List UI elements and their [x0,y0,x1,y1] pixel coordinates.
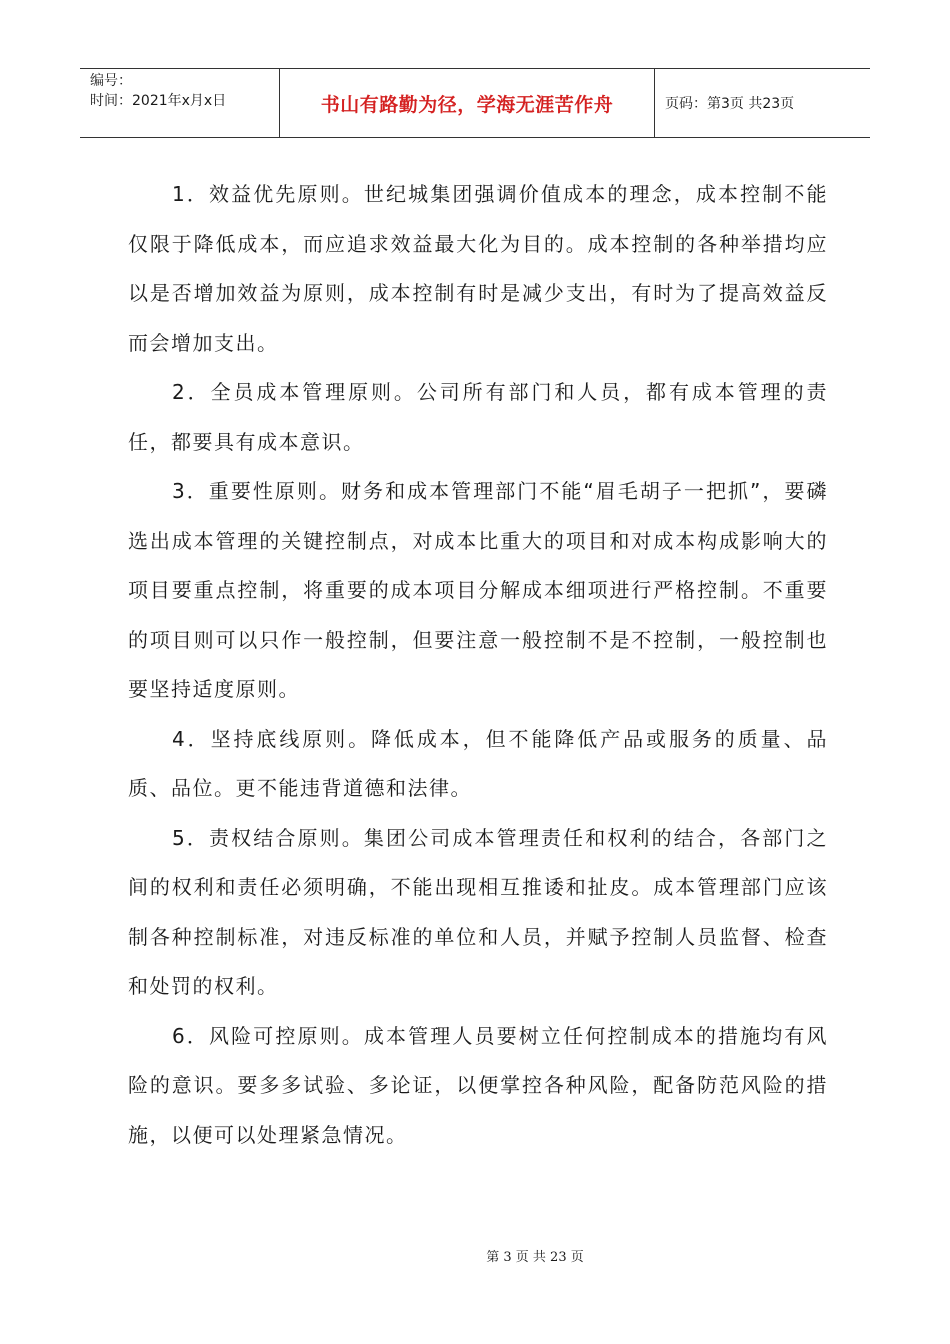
header-page-info: 页码：第3页 共23页 [665,96,795,112]
header-meta [80,69,280,137]
page-footer: 第 3 页 共 23 页 [486,1250,584,1265]
document-body [128,170,828,1160]
paragraph-3: 3．重要性原则。财务和成本管理部门不能“眉毛胡子一把抓”，要磷选出成本管理的关键控制点，对成本比重大的项目和对成本构成影响大的项目要重点控制，将重要的成本项目分解成本细项进行严格控制。不重要的项目则可以只作一般控制，但要注意一般控制不是不控制，一般控制也要坚持适度原则。 [128,479,828,701]
time-label: 时间：2021年x月x日 [90,93,227,109]
paragraph-2: 2．全员成本管理原则。公司所有部门和人员，都有成本管理的责任，都要具有成本意识。 [128,380,828,454]
header-motto: 书山有路勤为径，学海无涯苦作舟 [280,69,655,137]
code-label: 编号： [90,73,132,89]
paragraph-4: 4．坚持底线原则。降低成本，但不能降低产品或服务的质量、品质、品位。更不能违背道德和法律。 [128,726,828,800]
paragraph-1: 1．效益优先原则。世纪城集团强调价值成本的理念，成本控制不能仅限于降低成本，而应追求效益最大化为目的。成本控制的各种举措均应以是否增加效益为原则，成本控制有时是减少支出，有时为了提高效益反而会增加支出。 [128,182,828,355]
paragraph-6: 6．风险可控原则。成本管理人员要树立任何控制成本的措施均有风险的意识。要多多试验、多论证，以便掌控各种风险，配备防范风险的措施，以便可以处理紧急情况。 [128,1023,828,1147]
paragraph-5: 5．责权结合原则。集团公司成本管理责任和权利的结合，各部门之间的权利和责任必须明确，不能出现相互推诿和扯皮。成本管理部门应该制各种控制标准，对违反标准的单位和人员，并赋予控制人员监督、检查和处罚的权利。 [128,825,828,998]
document-header [80,68,870,138]
